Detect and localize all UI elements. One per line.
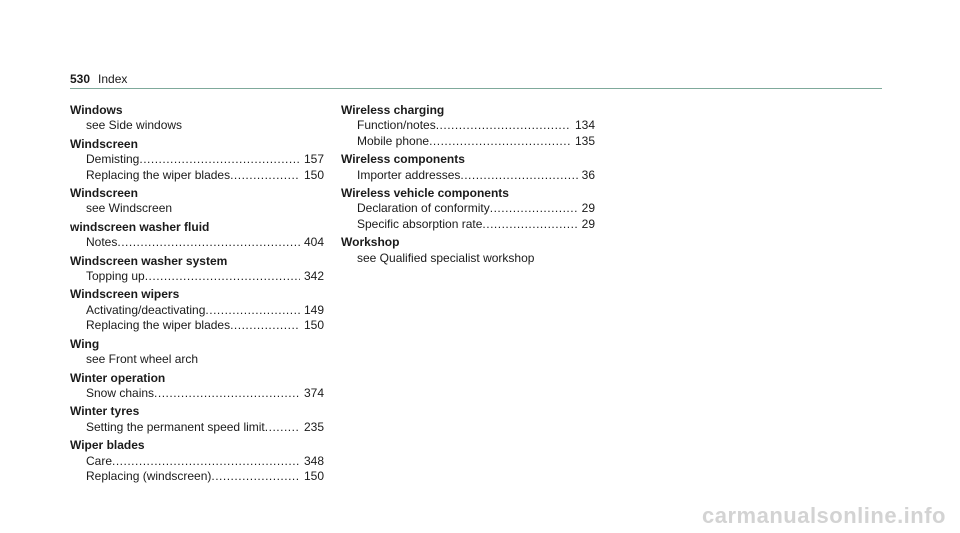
index-subentry — [341, 217, 595, 232]
index-subentry — [70, 269, 324, 284]
index-entry — [70, 220, 324, 251]
leader-dots — [429, 134, 571, 149]
index-subentry — [70, 469, 324, 484]
subentry-text: Setting the permanent speed limit — [86, 419, 265, 434]
index-entry — [341, 152, 595, 183]
index-subentry — [341, 134, 595, 149]
index-term: Winter operation — [70, 370, 166, 385]
index-term: Windscreen washer system — [70, 253, 228, 268]
index-entry — [70, 137, 324, 183]
index-entry — [70, 371, 324, 402]
page-reference: 149 — [303, 302, 324, 317]
index-entry — [70, 103, 324, 134]
index-term: Windscreen — [70, 186, 138, 201]
leader-dots — [490, 201, 578, 216]
index-term: Wireless components — [341, 152, 465, 167]
subentry-text: Declaration of conformity — [357, 201, 490, 216]
index-entry — [341, 103, 595, 149]
leader-dots — [230, 318, 300, 333]
page-reference: 404 — [303, 235, 324, 250]
page-number: 530 — [70, 72, 91, 86]
index-subentry — [341, 118, 595, 133]
subentry-text: Replacing (windscreen) — [86, 468, 212, 483]
page-reference: 36 — [581, 167, 595, 182]
subentry-text: Activating/deactivating — [86, 302, 206, 317]
index-subentry — [70, 168, 324, 183]
index-entry — [341, 235, 595, 266]
index-entry — [70, 186, 324, 217]
index-column-left — [70, 103, 324, 487]
page-reference: 150 — [303, 468, 324, 483]
index-term: Wiper blades — [70, 438, 145, 453]
page-reference: 135 — [574, 133, 595, 148]
index-term: Wireless vehicle components — [341, 186, 509, 201]
index-entry — [70, 337, 324, 368]
index-term: Windows — [70, 103, 123, 117]
page-reference: 348 — [303, 453, 324, 468]
leader-dots — [112, 454, 300, 469]
index-term: Wireless charging — [341, 103, 445, 117]
subentry-text: Replacing the wiper blades — [86, 167, 231, 182]
subentry-text: Notes — [86, 235, 118, 250]
index-subentry — [70, 386, 324, 401]
index-subentry — [70, 454, 324, 469]
subentry-text: Importer addresses — [357, 167, 461, 182]
leader-dots — [436, 118, 571, 133]
watermark: carmanualsonline.info — [702, 503, 946, 528]
leader-dots — [482, 217, 577, 232]
subentry-text: Specific absorption rate — [357, 216, 483, 231]
page-reference: 29 — [581, 201, 595, 216]
see-reference: see Qualified specialist workshop — [357, 250, 535, 265]
leader-dots — [265, 420, 300, 435]
subentry-text: Topping up — [86, 269, 145, 284]
see-reference: see Front wheel arch — [86, 352, 199, 367]
index-term: Winter tyres — [70, 404, 140, 419]
index-subentry — [70, 303, 324, 318]
leader-dots — [139, 152, 300, 167]
leader-dots — [211, 469, 300, 484]
index-entry — [70, 438, 324, 484]
page-reference: 29 — [581, 216, 595, 231]
page-reference: 150 — [303, 167, 324, 182]
subentry-text: Mobile phone — [357, 133, 430, 148]
index-entry — [70, 254, 324, 285]
page-reference: 157 — [303, 152, 324, 167]
leader-dots — [117, 235, 300, 250]
section-title: Index — [98, 72, 128, 86]
index-entry — [70, 404, 324, 435]
subentry-text: Snow chains — [86, 385, 155, 400]
index-term: Workshop — [341, 235, 400, 250]
leader-dots — [230, 168, 300, 183]
index-subentry — [341, 201, 595, 216]
index-subentry — [70, 420, 324, 435]
index-subentry — [341, 168, 595, 183]
subentry-text: Function/notes — [357, 118, 436, 133]
page-reference: 235 — [303, 419, 324, 434]
index-subentry — [70, 152, 324, 167]
leader-dots — [205, 303, 300, 318]
page-reference: 134 — [574, 118, 595, 133]
index-entry — [341, 186, 595, 232]
index-term: Windscreen wipers — [70, 287, 180, 302]
header-rule — [70, 88, 882, 89]
page-reference: 150 — [303, 318, 324, 333]
see-reference: see Windscreen — [86, 201, 173, 216]
page-reference: 342 — [303, 269, 324, 284]
subentry-text: Replacing the wiper blades — [86, 318, 231, 333]
page-header — [70, 72, 127, 86]
index-term: Wing — [70, 336, 100, 351]
leader-dots — [154, 386, 300, 401]
index-term: windscreen washer fluid — [70, 219, 210, 234]
see-reference: see Side windows — [86, 118, 183, 133]
page-reference: 374 — [303, 385, 324, 400]
index-column-right — [341, 103, 595, 269]
index-subentry — [70, 318, 324, 333]
leader-dots — [145, 269, 300, 284]
index-subentry — [70, 235, 324, 250]
leader-dots — [460, 168, 577, 183]
index-term: Windscreen — [70, 136, 138, 151]
subentry-text: Demisting — [86, 152, 140, 167]
index-entry — [70, 287, 324, 333]
subentry-text: Care — [86, 453, 113, 468]
